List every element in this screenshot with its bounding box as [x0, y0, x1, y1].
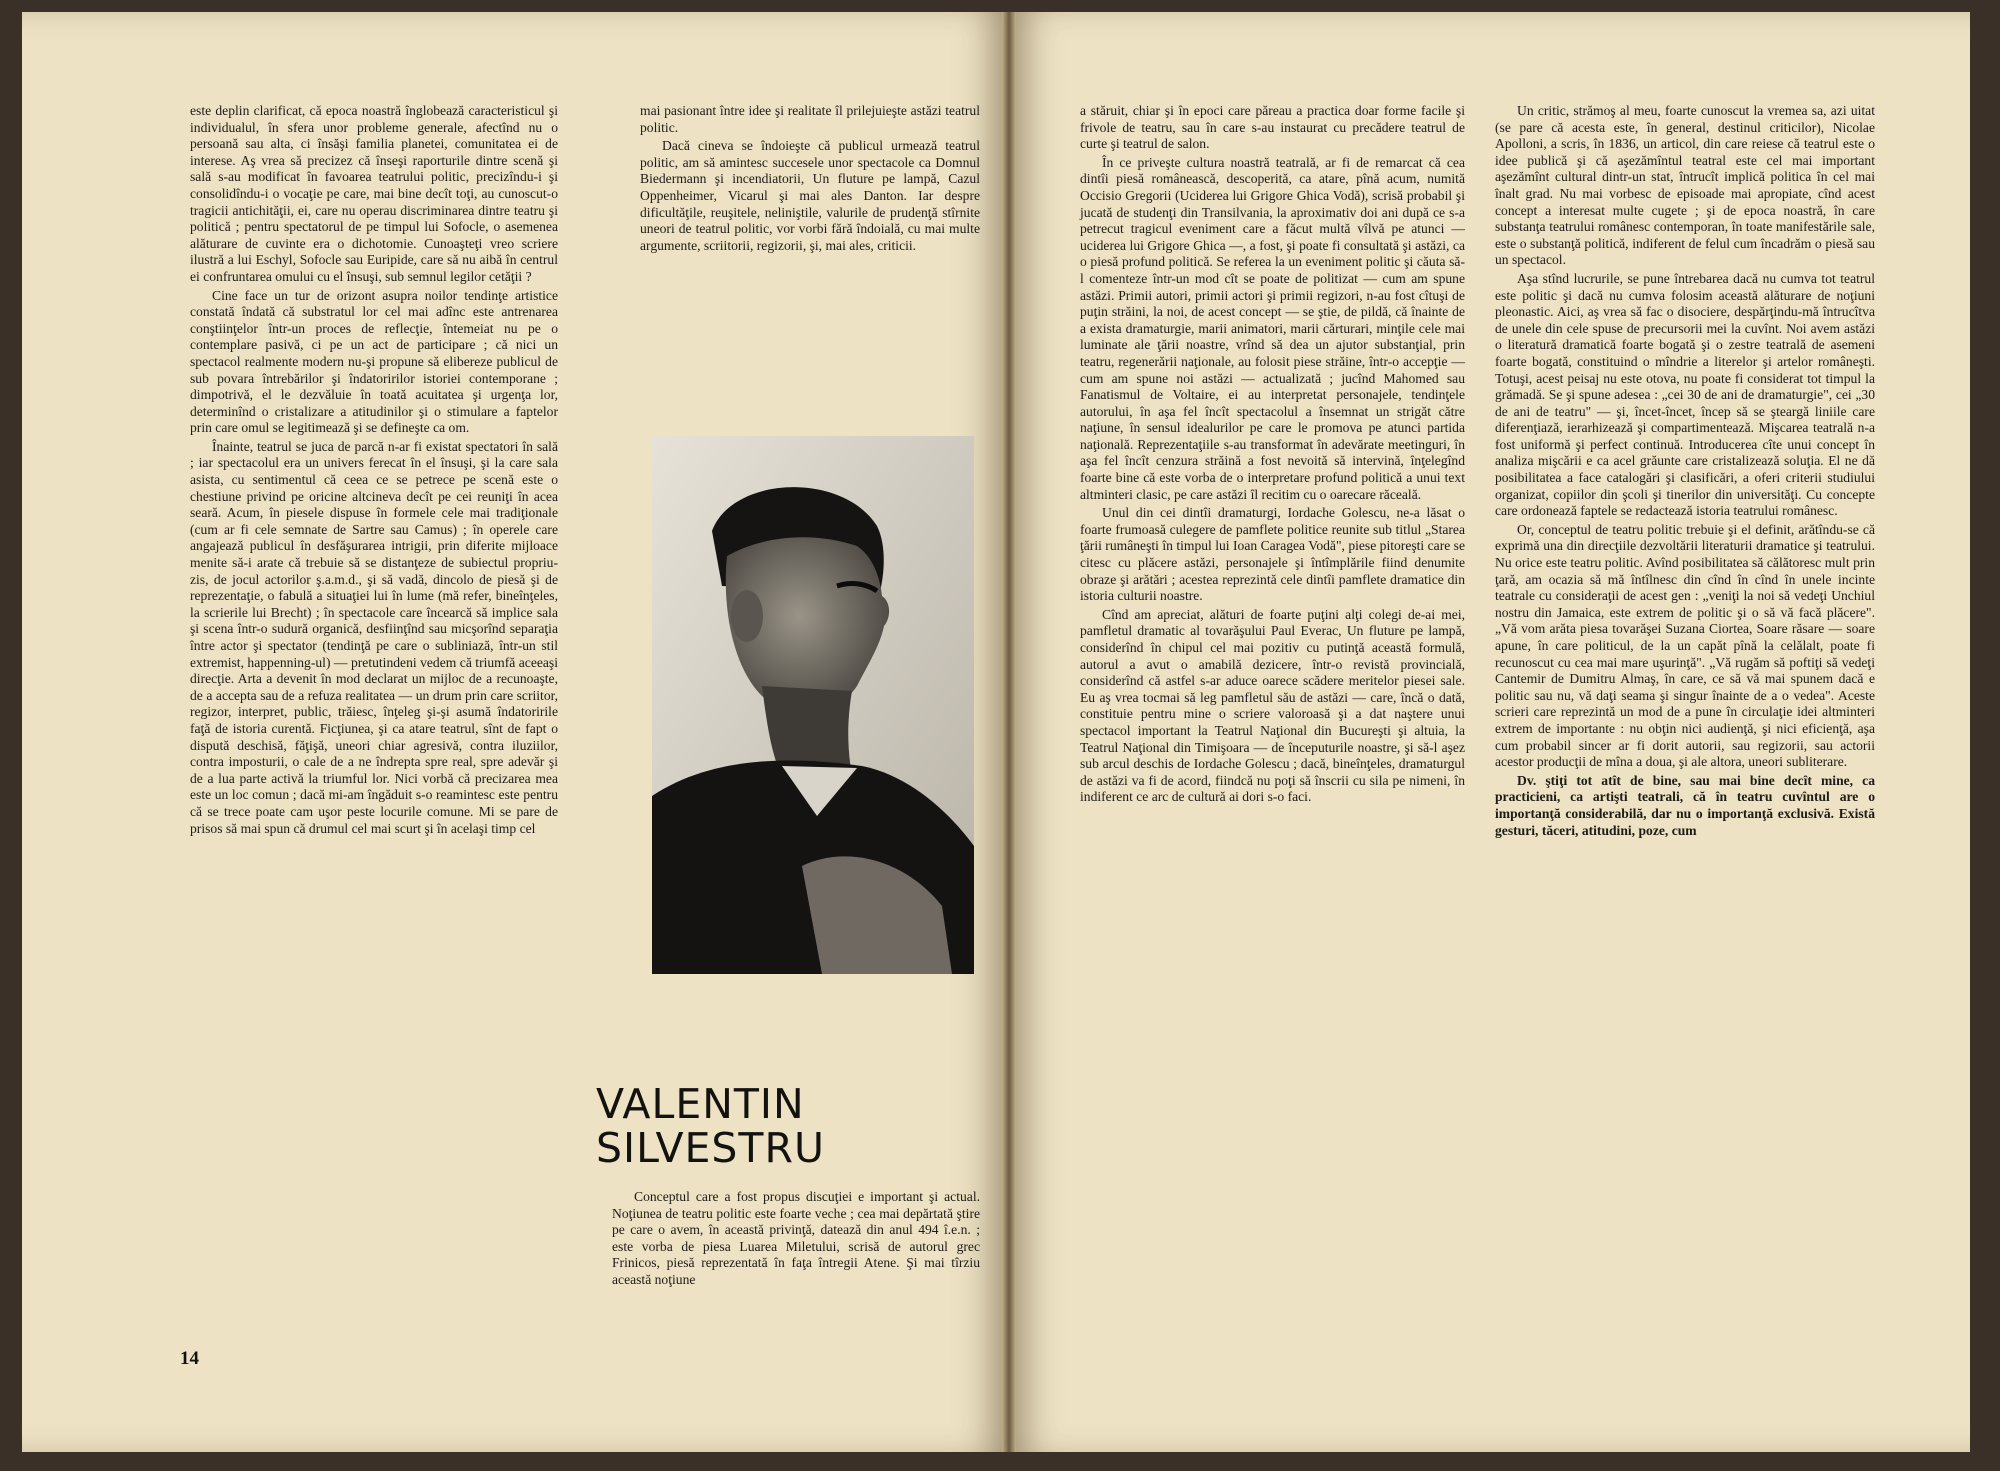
paragraph: mai pasionant între idee şi realitate îl prilejuieşte astăzi teatrul politic. — [640, 103, 980, 135]
right-column-2 — [1495, 103, 1875, 841]
paragraph: Cine face un tur de orizont asupra noilor tendinţe artistice constată îndată că substratul lor cel mai adînc este antrenarea conştiinţelor într-un proces de reflecţie, întemeiat nu pe o contemplare pasivă, ci pe un act de participare ; că nici un spectacol realmente modern nu-şi propune să elibereze publicul de sub povara întrebărilor şi îndatoririlor istoriei contemporane ; dimpotrivă, el le dezvăluie în toată acuitatea şi urgenţa lor, determinînd o cristalizare a atitudinilor şi o stimulare a faptelor prin care omul se legitimează şi se defineşte ca om. — [190, 287, 558, 436]
left-column-1 — [190, 103, 558, 839]
paragraph: Unul din cei dintîi dramaturgi, Iordache Golescu, ne-a lăsat o foarte frumoasă culegere de pamflete politice reunite sub titlul „Starea ţării rumâneşti în timpul lui Ioan Caragea Vodă", piese pitoreşti care se citesc cu plăcere astăzi, personajele şi întîmplările fiind denumite obraze şi arătări ; acestea reprezintă cele dintîi pamflete dramatice din istoria culturii noastre. — [1080, 505, 1465, 604]
author-first-name: VALENTIN — [596, 1080, 805, 1128]
paragraph: a stăruit, chiar şi în epoci care păreau a practica doar forme facile şi frivole de teatru, sau în care s-au instaurat cu precădere teatrul de curte şi teatrul de salon. — [1080, 103, 1465, 152]
author-name-heading — [596, 1082, 896, 1170]
author-last-name: SILVESTRU — [596, 1124, 825, 1172]
author-portrait-photo — [652, 436, 974, 974]
paragraph: Cînd am apreciat, alături de foarte puţini alţi colegi de-ai mei, pamfletul dramatic al tovarăşului Paul Everac, Un fluture pe lampă, considerînd în chipul cel mai pozitiv cu putinţă această formulă, autorul a avut o amabilă dezicere, într-o revistă provincială, considerînd că astfel s-ar aduce oarece scădere meritelor piesei sale. Eu aş vrea tocmai să leg pamfletul său de astăzi — care, încă o dată, constituie pentru mine o scriere valoroasă şi a dat naştere unui spectacol important la Teatrul Naţional din Bucureşti şi altuia, la Teatrul Naţional din Timişoara — de începuturile noastre, şi să-l aşez sub arcul deschis de Iordache Golescu ; dacă, bineînţeles, dramaturgul de astăzi va fi de acord, fiindcă nu poţi să înscrii cu sila pe nimeni, în indiferent ce arc de cultură ai dori s-o faci. — [1080, 606, 1465, 805]
paragraph: Conceptul care a fost propus discuţiei e important şi actual. Noţiunea de teatru politic este foarte veche ; cea mai depărtată ştire pe care o avem, în această privinţă, datează din anul 494 î.e.n. ; este vorba de piesa Luarea Miletului, scrisă de autorul grec Frinicos, piesă reprezentată în faţa întregii Atene. Şi mai tîrziu această noţiune — [612, 1189, 980, 1287]
book-gutter — [1002, 12, 1016, 1452]
paragraph: Aşa stînd lucrurile, se pune întrebarea dacă nu cumva tot teatrul este politic şi dacă nu cumva folosim această alăturare de noţiuni pleonastic. Aici, aş vrea să fac o disociere, despărţindu-mă întrucîtva de unele din cele spuse de precursorii mei la cuvînt. Noi avem astăzi o literatură dramatică foarte bogată şi o zestre teatrală de asemeni foarte bogată, constituind o mîndrie a literelor şi artelor româneşti. Totuşi, acest peisaj nu este otova, nu poate fi considerat tot timpul la grămadă. Se şi spune adesea : „cei 30 de ani de dramaturgie", cei „30 de ani de teatru" — şi, încet-încet, încep să se şteargă liniile care diferenţiază, ierarhizează şi compartimentează. Mişcarea teatrală n-a fost uniformă şi perfect continuă. Introducerea cîte unui concept în analiza mişcării e ca acel grăunte care cristalizează soluţia. El ne dă posibilitatea a face catalogări şi clasificări, a oferi criterii studiului organizat, copiilor din şcoli şi tinerilor din universităţi. Cu concepte care ordonează faptele se redactează istoria teatrului românesc. — [1495, 270, 1875, 519]
paragraph: Un critic, strămoş al meu, foarte cunoscut la vremea sa, azi uitat (se pare că acesta este, în general, destinul criticilor), Nicolae Apolloni, a scris, în 1836, un articol, din care reiese că teatrul este o idee publică şi că aşezămîntul teatral este cel mai important aşezămînt cultural dintr-un stat, întrucît implică politica în cel mai înalt grad. Nu mai vorbesc de episoade mai apropiate, cînd acest concept a interesat multe cugete ; şi de epoca noastră, în care substanţa teatrului românesc contemporan, în toate manifestările sale, este o substanţă politică, indiferent de felul cum încadrăm o piesă sau un spectacol. — [1495, 103, 1875, 268]
left-column-2 — [640, 103, 980, 256]
paragraph: este deplin clarificat, că epoca noastră înglobează caracteristicul şi individualul, în sfera unor probleme generale, afectînd nu o persoană sau alta, ci însăşi familia planetei, comunitatea ei de interese. Aş vrea să precizez că înseşi raporturile dintre scenă şi sală s-au modificat în favoarea teatrului politic, precizîndu-i şi consolidîndu-i o vocaţie pe care, mai bine decît toţi, au cunoscut-o tragicii antichităţii, ei, care nu operau discriminarea dintre teatru şi politică ; pentru spectatorul de pe timpul lui Sofocle, o asemenea alăturare de cuvinte era o dichotomie. Cunoaşteţi vreo scriere ilustră a lui Eschyl, Sofocle sau Euripide, care să nu aibă în centrul ei confruntarea omului cu el însuşi, sub semnul legilor cetăţii ? — [190, 103, 558, 284]
paragraph: Dacă cineva se îndoieşte că publicul urmează teatrul politic, am să amintesc succesele unor spectacole ca Domnul Biedermann şi incendiatorii, Un fluture pe lampă, Cazul Oppenheimer, Vicarul şi mai ales Danton. Iar despre dificultăţile, reuşitele, neliniştile, valurile de prudenţă stîrnite uneori de teatrul politic, vor vorbi fără îndoială, cu mai multe argumente, scriitorii, regizorii, şi, mai ales, criticii. — [640, 138, 980, 253]
page-number: 14 — [180, 1348, 199, 1369]
paragraph: Înainte, teatrul se juca de parcă n-ar fi existat spectatori în sală ; iar spectacolul era un univers ferecat în el însuşi, şi la care sala asista, cu sentimentul că ceea ce se petrece pe scenă este o chestiune privind pe oricine altcineva decît pe cei reuniţi în acea seară. Acum, în piesele dispuse în formele cele mai tradiţionale (cum ar fi cele semnate de Sartre sau Camus) ; în operele care angajează publicul în desfăşurarea intrigii, prin diferite mijloace menite să-i arate că trebuie să se distanţeze de subiectul propriu-zis, de jocul actorilor ş.a.m.d., şi să vadă, dincolo de piesă şi de reprezentaţie, o fabulă a situaţiei lui în lume (mă refer, bineînţeles, la scrierile lui Brecht) ; în spectacole care încearcă să implice sala şi scena într-o sudură organică, desfiinţînd sau micşorînd separaţia între actor şi spectator (tendinţă pe care o subliniază, într-un stil extremist, happenning-ul) — pretutindeni vedem că triumfă aceeaşi direcţie. Arta a devenit în mod declarat un mijloc de a recunoaşte, de a accepta sau de a refuza realitatea — un drum prin care scriitor, regizor, interpret, public, trăiesc, înţeleg şi-şi asumă îndatoririle faţă de istoria curentă. Ficţiunea, şi ca atare teatrul, sînt de fapt o dispută deschisă, făţişă, uneori chiar agresivă, contra iluziilor, contra imposturii, o cale de a ne îndrepta spre real, spre adevăr şi de a lua parte activă la triumful lor. Nici vorbă că precizarea mea este un loc comun ; dacă mi-am îngăduit s-o reamintesc este pentru că se trece poate cam uşor peste locurile comune. Mi se pare de prisos să mai spun că drumul cel mai scurt şi în acelaşi timp cel — [190, 438, 558, 836]
paragraph: Dv. ştiţi tot atît de bine, sau mai bine decît mine, ca practicieni, ca artişti teatrali, că în teatru cuvîntul are o importanţă considerabilă, dar nu o importanţă exclusivă. Există gesturi, tăceri, atitudini, poze, cum — [1495, 772, 1875, 838]
intro-paragraph-block — [612, 1189, 980, 1289]
right-column-1 — [1080, 103, 1465, 808]
paragraph: Or, conceptul de teatru politic trebuie şi el definit, arătîndu-se că exprimă una din direcţiile dezvoltării literaturii dramatice şi teatrului. Nu orice este teatru politic. Avînd posibilitatea să călătoresc mult prin ţară, am ocazia să mă întîlnesc din cînd în cînd în unele incinte teatrale cu consideraţii de acest gen : „veniţi la noi să vedeţi Unchiul nostru din Jamaica, este extrem de politic şi o să vă facă plăcere". „Vă vom arăta piesa tovarăşei Suzana Ciortea, Soare răsare — soare apune, în care politicul, de la un capăt pînă la celălalt, poate fi recunoscut cu cea mai mare uşurinţă". „Vă rugăm să poftiţi să vedeţi Cantemir de Dumitru Almaş, în care, ce să vă mai spunem dacă e politic sau nu, vă daţi seama şi singur înainte de a o vedea". Aceste scrieri care reprezintă un mod de a pune în circulaţie idei altminteri extrem de importante : nu obţin nici audienţă, şi nici eficienţă, aşa cum probabil sincer ar fi dorit autorii, sau regizorii, sau actorii acestor producţii de mîna a doua, şi ale altora, uneori subliterare. — [1495, 521, 1875, 770]
paragraph: În ce priveşte cultura noastră teatrală, ar fi de remarcat că cea dintîi piesă românească, descoperită, ca atare, pînă acum, numită Occisio Gregorii (Uciderea lui Grigore Ghica Vodă), scrisă probabil şi jucată de studenţi din Transilvania, la aproximativ doi ani după ce s-a petrecut tragicul eveniment care a făcut multă vîlvă pe atunci — uciderea lui Grigore Ghica —, a fost, şi poate fi consultată şi astăzi, ca o piesă profund politică. Se referea la un eveniment politic şi căuta să-l comenteze într-un mod cît se poate de politizat — cum am spune astăzi. Primii autori, primii actori şi primii regizori, n-au fost cîtuşi de puţin străini, la noi, de acest concept — se ştie, de pildă, că înainte de a exista dramaturgie, marii animatori, marii cărturari, minţile cele mai luminate ale ţării noastre, vrînd să dea un ajutor substanţial, prin teatru, regenerării naţionale, au folosit piese străine, într-o accepţie — cum am spune noi astăzi — actualizată ; jucînd Mahomed sau Fanatismul de Voltaire, ei au interpretat personajele, tendinţele autorului, în aşa fel încît spectacolul a însemnat un strigăt către naţiune, în sensul idealurilor pe care le promova pe atunci partida naţională. Reprezentaţiile s-au transformat în adevărate meetinguri, în aşa fel încît cenzura străină a fost nevoită să intervină, înţelegînd foarte bine că este vorba de o interpretare profund politică a unui text altminteri clasic, pe care astăzi îl recitim cu o oarecare răceală. — [1080, 154, 1465, 502]
portrait-illustration — [652, 436, 974, 974]
